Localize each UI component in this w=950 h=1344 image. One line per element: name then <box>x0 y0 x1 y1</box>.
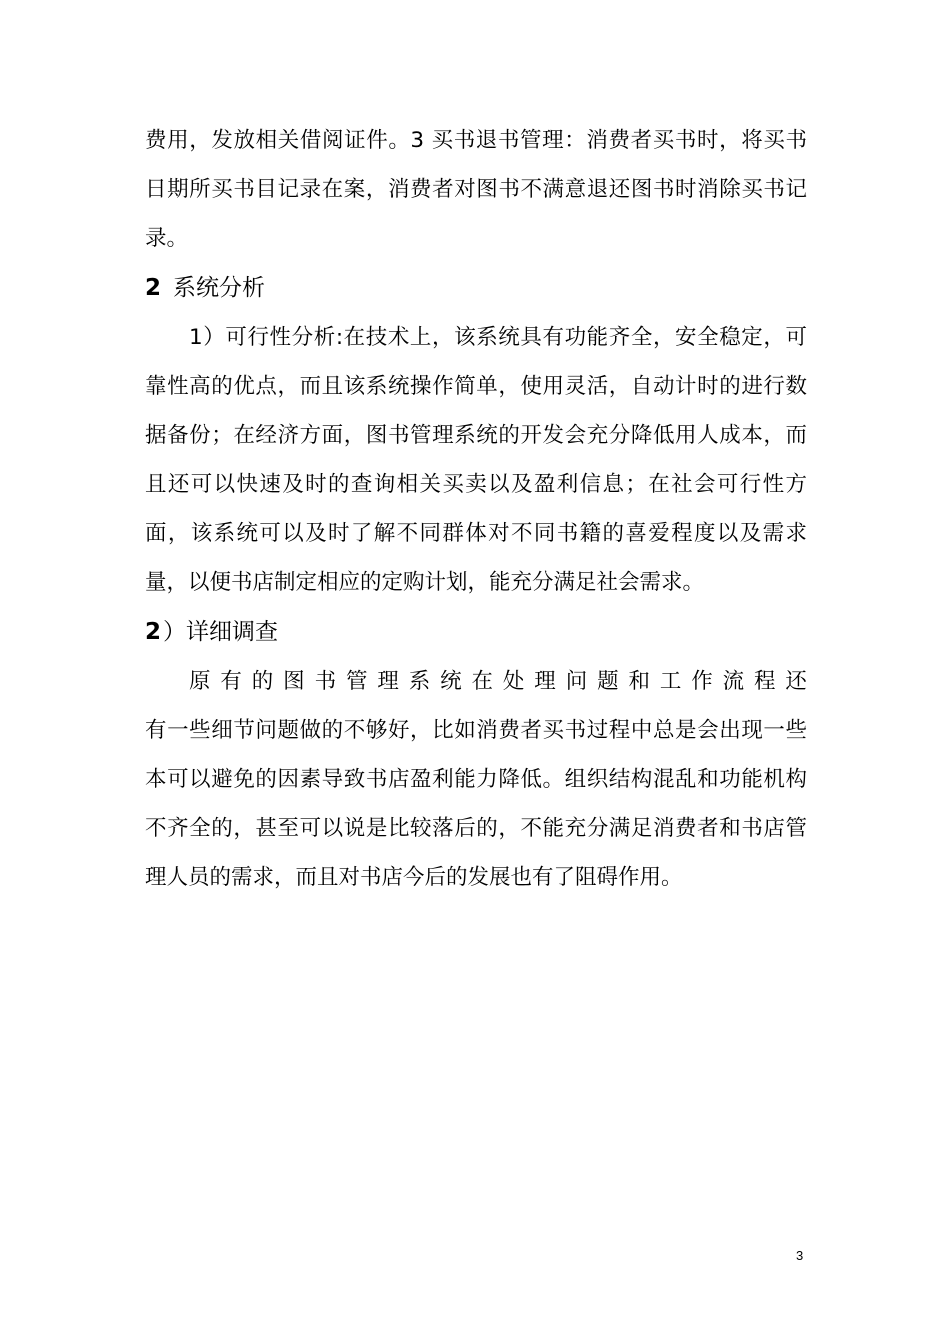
paragraph-survey-continued: 有一些细节问题做的不够好，比如消费者买书过程中总是会出现一些本可以避免的因素导致书店盈利能力降低。组织结构混乱和功能机构不齐全的，甚至可以说是比较落后的，不能充分满足消费者和书店管理人员的需求，而且对书店今后的发展也有了阻碍作用。 <box>145 718 807 890</box>
spaced-character: 程 <box>754 669 776 694</box>
spaced-character: 流 <box>722 669 745 694</box>
subsection-number: 2 <box>145 619 162 645</box>
paragraph-feasibility-analysis: 1）可行性分析:在技术上，该系统具有功能齐全，安全稳定，可靠性高的优点，而且该系统操作简单，使用灵活，自动计时的进行数据备份；在经济方面，图书管理系统的开发会充分降低用人成本，而且还可以快速及时的查询相关买卖以及盈利信息；在社会可行性方面，该系统可以及时了解不同群体对不同书籍的喜爱程度以及需求量，以便书店制定相应的定购计划，能充分满足社会需求。 <box>145 325 807 595</box>
spaced-character: 的 <box>251 669 274 694</box>
spaced-character: 统 <box>440 669 462 694</box>
section-title: 系统分析 <box>173 275 266 301</box>
subsection-title: ）详细调查 <box>163 619 279 645</box>
section-number: 2 <box>145 275 162 301</box>
spaced-character: 工 <box>659 669 682 694</box>
spaced-character: 书 <box>314 669 337 694</box>
spaced-character: 有 <box>220 669 242 694</box>
spaced-character: 管 <box>345 669 368 694</box>
spaced-character: 还 <box>785 669 807 694</box>
paragraph-management-continued: 费用，发放相关借阅证件。3 买书退书管理：消费者买书时，将买书日期所买书目记录在案，消费者对图书不满意退还图书时消除买书记录。 <box>145 128 807 251</box>
section-heading-detailed-survey <box>145 607 807 657</box>
spaced-character: 理 <box>377 669 399 694</box>
spaced-character: 理 <box>534 669 556 694</box>
spaced-character: 处 <box>502 669 525 694</box>
paragraph-survey-first-line <box>145 657 807 706</box>
spaced-character: 图 <box>283 669 305 694</box>
spaced-character: 原 <box>189 669 211 694</box>
page-content <box>145 116 807 902</box>
spaced-character: 系 <box>408 669 431 694</box>
spaced-character: 作 <box>691 669 713 694</box>
section-heading-system-analysis <box>145 263 807 313</box>
page-number: 3 <box>796 1248 804 1263</box>
spaced-character: 题 <box>597 669 619 694</box>
spaced-character: 和 <box>628 669 650 694</box>
spaced-character: 问 <box>565 669 588 694</box>
spaced-character: 在 <box>471 669 494 694</box>
